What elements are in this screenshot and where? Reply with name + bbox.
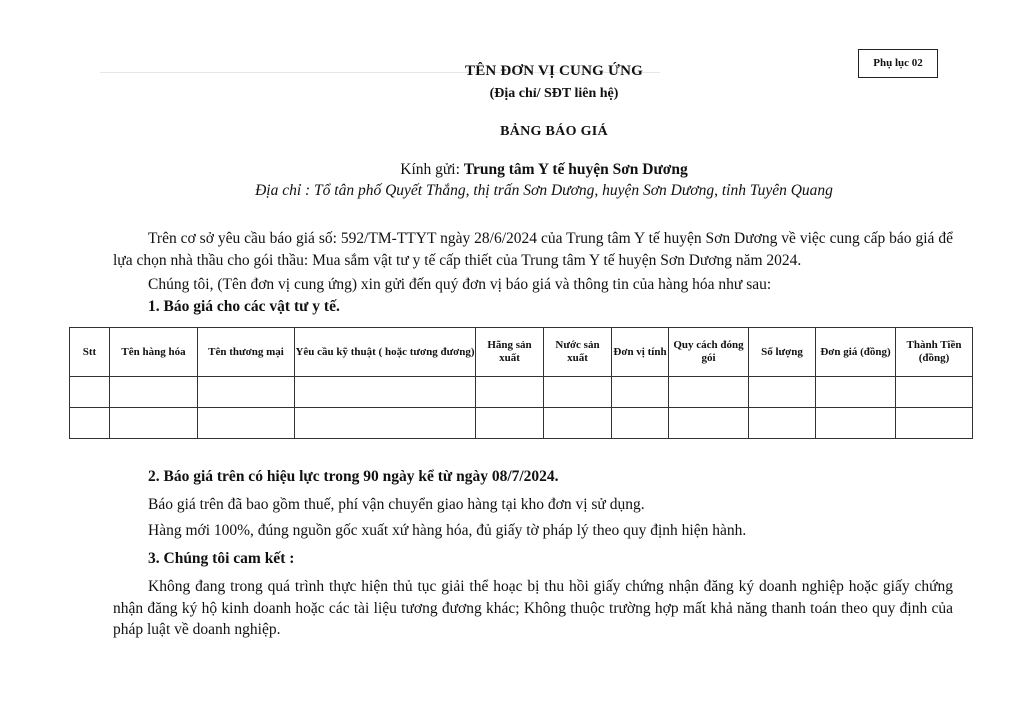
table-cell <box>669 377 749 408</box>
column-header: Hãng sản xuất <box>476 328 544 377</box>
recipient-salutation: Kính gửi: <box>400 161 460 178</box>
column-header: Tên thương mại <box>198 328 295 377</box>
column-header: Đơn vị tính <box>612 328 669 377</box>
table-header-row <box>70 328 973 377</box>
section2-heading: 2. Báo giá trên có hiệu lực trong 90 ngày kể từ ngày 08/7/2024. <box>148 468 559 485</box>
column-header: Quy cách đóng gói <box>669 328 749 377</box>
appendix-label: Phụ lục 02 <box>858 49 938 78</box>
commitment-paragraph <box>113 576 953 641</box>
column-header: Tên hàng hóa <box>110 328 198 377</box>
table-row <box>70 377 973 408</box>
unit-contact: (Địa chỉ/ SĐT liên hệ) <box>489 86 619 101</box>
section2-line-2: Hàng mới 100%, đúng nguồn gốc xuất xứ hàng hóa, đủ giấy tờ pháp lý theo quy định hiện hành. <box>148 522 747 539</box>
table-cell <box>896 408 973 439</box>
recipient-address: Địa chỉ : Tổ tân phố Quyết Thắng, thị trấn Sơn Dương, huyện Sơn Dương, tỉnh Tuyên Quang <box>255 182 833 199</box>
table-cell <box>816 377 896 408</box>
table-cell <box>544 377 612 408</box>
column-header: Thành Tiền (đồng) <box>896 328 973 377</box>
table-cell <box>669 408 749 439</box>
table-cell <box>816 408 896 439</box>
table-cell <box>70 377 110 408</box>
intro-paragraph <box>113 228 953 271</box>
recipient-line <box>94 161 994 179</box>
unit-name: TÊN ĐƠN VỊ CUNG ỨNG <box>465 63 643 79</box>
table-cell <box>476 377 544 408</box>
column-header: Stt <box>70 328 110 377</box>
table-cell <box>749 377 816 408</box>
document-title: BẢNG BÁO GIÁ <box>500 124 608 139</box>
column-header: Yêu cầu kỹ thuật ( hoặc tương đương) <box>295 328 476 377</box>
column-header: Đơn giá (đồng) <box>816 328 896 377</box>
section1-heading: 1. Báo giá cho các vật tư y tế. <box>148 298 340 315</box>
column-header: Số lượng <box>749 328 816 377</box>
quote-table <box>69 327 973 439</box>
table-cell <box>70 408 110 439</box>
recipient-name: Trung tâm Y tế huyện Sơn Dương <box>463 161 688 178</box>
table-row <box>70 408 973 439</box>
table-cell <box>110 408 198 439</box>
table-cell <box>110 377 198 408</box>
intro-paragraph-text: Trên cơ sở yêu cầu báo giá số: 592/TM-TTYT ngày 28/6/2024 của Trung tâm Y tế huyện Sơn Dương về việc cung cấp báo giá để lựa chọn nhà thầu cho gói thầu: Mua sắm vật tư y tế cấp thiết của Trung tâm Y tế huyện Sơn Dương năm 2024. <box>113 230 953 269</box>
table-cell <box>896 377 973 408</box>
table-cell <box>476 408 544 439</box>
section2-line-1: Báo giá trên đã bao gồm thuế, phí vận chuyển giao hàng tại kho đơn vị sử dụng. <box>148 496 645 513</box>
commitment-paragraph-text: Không đang trong quá trình thực hiện thủ tục giải thể hoạc bị thu hồi giấy chứng nhận đăng ký doanh nghiệp hoặc giấy chứng nhận đăng ký hộ kinh doanh hoặc các tài liệu tương đương khác; Không thuộc trường hợp mất khả năng thanh toán theo quy định của pháp luật về doanh nghiệp. <box>113 578 953 638</box>
table-cell <box>198 377 295 408</box>
section3-heading: 3. Chúng tôi cam kết : <box>148 550 295 567</box>
table-cell <box>544 408 612 439</box>
table-cell <box>612 408 669 439</box>
table-cell <box>295 377 476 408</box>
table-cell <box>612 377 669 408</box>
table-cell <box>295 408 476 439</box>
table-cell <box>749 408 816 439</box>
table-cell <box>198 408 295 439</box>
column-header: Nước sản xuất <box>544 328 612 377</box>
intro-paragraph-2: Chúng tôi, (Tên đơn vị cung ứng) xin gửi đến quý đơn vị báo giá và thông tin của hàng hóa như sau: <box>148 276 772 293</box>
